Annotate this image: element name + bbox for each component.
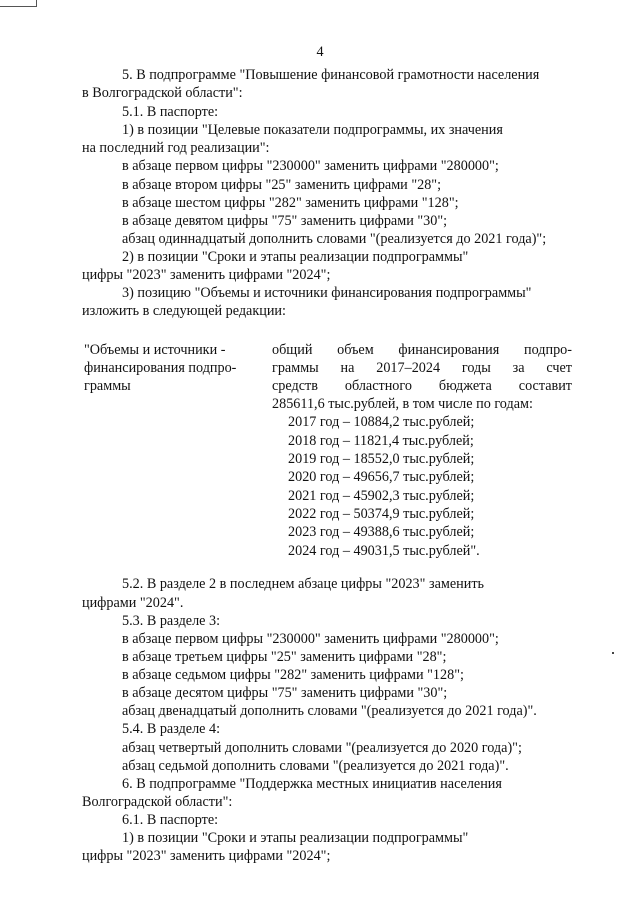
funding-label-line: финансирования подпро- xyxy=(84,360,237,376)
paragraph-line: абзац четвертый дополнить словами "(реализуется до 2020 года)"; xyxy=(122,740,522,756)
paragraph-line: в абзаце девятом цифры "75" заменить цифрами "30"; xyxy=(122,213,448,229)
paragraph-line: в абзаце десятом цифры "75" заменить цифрами "30"; xyxy=(122,685,448,701)
paragraph-line: в абзаце седьмом цифры "282" заменить цифрами "128"; xyxy=(122,667,464,683)
paragraph-line: в абзаце третьем цифры "25" заменить цифрами "28"; xyxy=(122,649,447,665)
funding-year-row: 2019 год – 18552,0 тыс.рублей; xyxy=(288,451,475,467)
paragraph-line: в абзаце первом цифры "230000" заменить цифрами "280000"; xyxy=(122,158,499,174)
section-6-heading: 6. В подпрограмме "Поддержка местных инициатив населения xyxy=(122,776,502,792)
section-5-heading-cont: в Волгоградской области": xyxy=(82,85,243,101)
section-6-1: 6.1. В паспорте: xyxy=(122,812,219,828)
section-6-1-item-1: 1) в позиции "Сроки и этапы реализации подпрограммы" xyxy=(122,830,469,846)
funding-label-line: граммы xyxy=(84,378,131,394)
funding-value-line: 285611,6 тыс.рублей, в том числе по годам: xyxy=(272,396,533,412)
scan-corner-mark xyxy=(0,0,37,7)
funding-value-line: граммы на 2017–2024 годы за счет xyxy=(272,360,572,376)
section-5-1: 5.1. В паспорте: xyxy=(122,104,219,120)
section-5-1-item-2-cont: цифры "2023" заменить цифрами "2024"; xyxy=(82,267,331,283)
page-number: 4 xyxy=(316,44,324,60)
section-5-2: 5.2. В разделе 2 в последнем абзаце цифры "2023" заменить xyxy=(122,576,485,592)
section-5-heading: 5. В подпрограмме "Повышение финансовой грамотности населения xyxy=(122,67,540,83)
paragraph-line: абзац седьмой дополнить словами "(реализуется до 2021 года)". xyxy=(122,758,509,774)
funding-year-row: 2024 год – 49031,5 тыс.рублей". xyxy=(288,543,480,559)
funding-year-row: 2022 год – 50374,9 тыс.рублей; xyxy=(288,506,475,522)
funding-year-row: 2017 год – 10884,2 тыс.рублей; xyxy=(288,414,475,430)
paragraph-line: в абзаце втором цифры "25" заменить цифрами "28"; xyxy=(122,177,442,193)
paragraph-line: абзац двенадцатый дополнить словами "(реализуется до 2021 года)". xyxy=(122,703,537,719)
paragraph-line: абзац одиннадцатый дополнить словами "(реализуется до 2021 года)"; xyxy=(122,231,547,247)
funding-value-line: общий объем финансирования подпро- xyxy=(272,342,572,358)
section-5-2-cont: цифрами "2024". xyxy=(82,595,184,611)
section-5-3: 5.3. В разделе 3: xyxy=(122,613,221,629)
section-6-1-item-1-cont: цифры "2023" заменить цифрами "2024"; xyxy=(82,848,331,864)
section-5-1-item-1-cont: на последний год реализации": xyxy=(82,140,270,156)
funding-value-line: средств областного бюджета составит xyxy=(272,378,572,394)
scan-speck xyxy=(612,652,614,654)
section-5-1-item-1: 1) в позиции "Целевые показатели подпрограммы, их значения xyxy=(122,122,503,138)
funding-year-row: 2018 год – 11821,4 тыс.рублей; xyxy=(288,433,474,449)
funding-year-row: 2020 год – 49656,7 тыс.рублей; xyxy=(288,469,475,485)
section-5-1-item-3-cont: изложить в следующей редакции: xyxy=(82,303,286,319)
funding-label-line: "Объемы и источники - xyxy=(84,342,226,358)
funding-year-row: 2023 год – 49388,6 тыс.рублей; xyxy=(288,524,475,540)
paragraph-line: в абзаце шестом цифры "282" заменить цифрами "128"; xyxy=(122,195,459,211)
funding-year-row: 2021 год – 45902,3 тыс.рублей; xyxy=(288,488,475,504)
section-5-1-item-3: 3) позицию "Объемы и источники финансирования подпрограммы" xyxy=(122,285,532,301)
section-5-4: 5.4. В разделе 4: xyxy=(122,721,221,737)
paragraph-line: в абзаце первом цифры "230000" заменить цифрами "280000"; xyxy=(122,631,499,647)
section-6-heading-cont: Волгоградской области": xyxy=(82,794,233,810)
section-5-1-item-2: 2) в позиции "Сроки и этапы реализации подпрограммы" xyxy=(122,249,469,265)
